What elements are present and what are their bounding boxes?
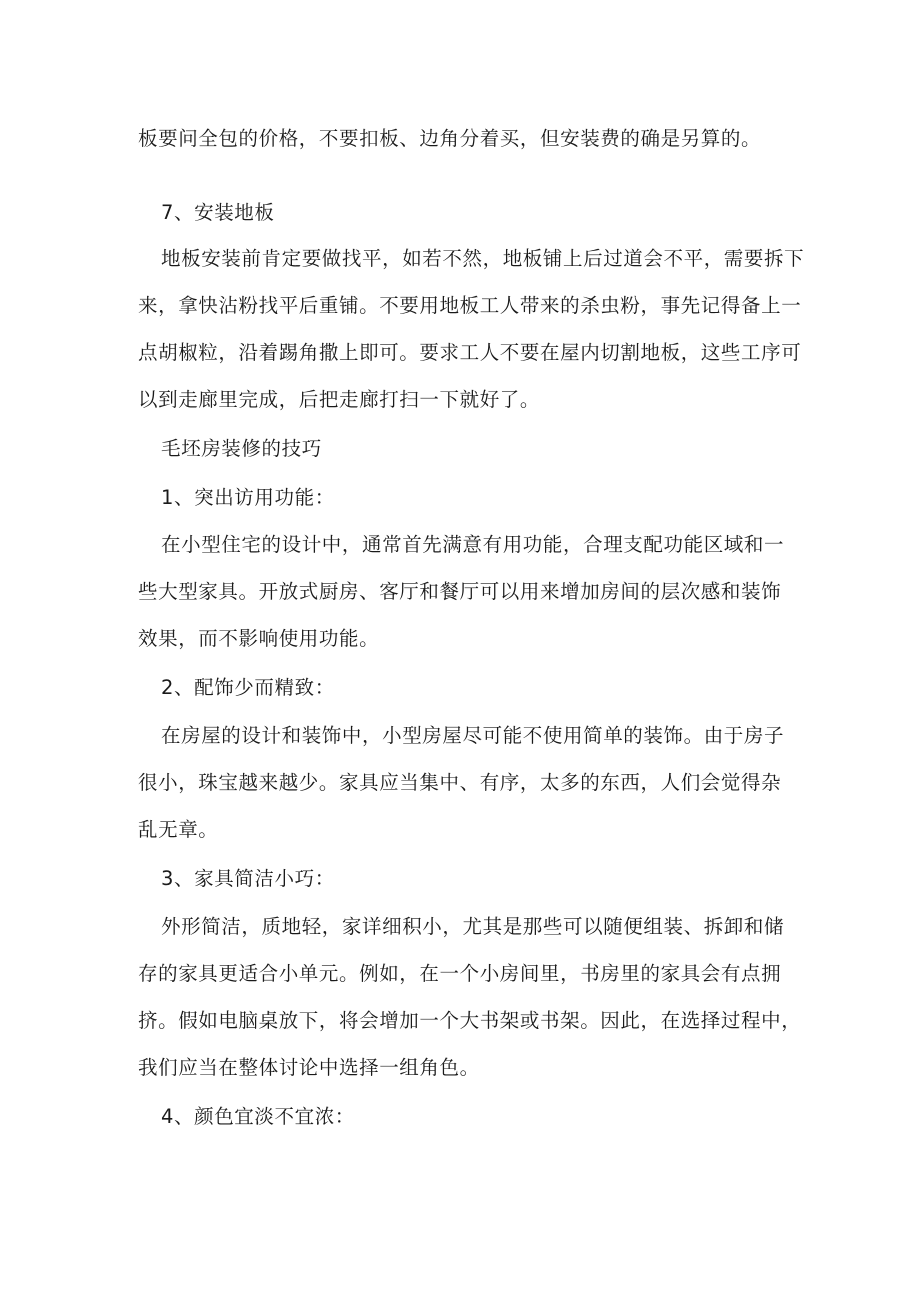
paragraph-line: 挤。假如电脑桌放下，将会增加一个大书架或书架。因此，在选择过程中， (138, 1009, 802, 1032)
paragraph-line: 板要问全包的价格，不要扣板、边角分着买，但安装费的确是另算的。 (138, 127, 762, 150)
paragraph-line: 地板安装前肯定要做找平，如若不然，地板铺上后过道会不平，需要拆下 (161, 247, 805, 270)
paragraph-line: 很小，珠宝越来越少。家具应当集中、有序，太多的东西，人们会觉得杂 (138, 771, 782, 794)
paragraph-line: 效果，而不影响使用功能。 (138, 627, 380, 650)
paragraph-line: 点胡椒粒，沿着踢角撒上即可。要求工人不要在屋内切割地板，这些工序可 (138, 341, 802, 364)
paragraph-line: 在小型住宅的设计中，通常首先满意有用功能，合理支配功能区域和一 (161, 533, 785, 556)
paragraph-line: 些大型家具。开放式厨房、客厅和餐厅可以用来增加房间的层次感和装饰 (138, 580, 782, 603)
paragraph-line: 我们应当在整体讨论中选择一组角色。 (138, 1056, 480, 1079)
section-heading: 3、家具简洁小巧： (161, 867, 335, 890)
section-heading: 毛坯房装修的技巧 (161, 437, 322, 460)
section-heading: 7、安装地板 (161, 201, 275, 224)
section-heading: 4、颜色宜淡不宜浓： (161, 1105, 355, 1128)
paragraph-line: 以到走廊里完成，后把走廊打扫一下就好了。 (138, 388, 541, 411)
paragraph-line: 在房屋的设计和装饰中，小型房屋尽可能不使用简单的装饰。由于房子 (161, 724, 785, 747)
paragraph-line: 乱无章。 (138, 818, 219, 841)
paragraph-line: 来，拿快沾粉找平后重铺。不要用地板工人带来的杀虫粉，事先记得备上一 (138, 294, 802, 317)
paragraph-line: 外形简洁，质地轻，家详细积小，尤其是那些可以随便组装、拆卸和储 (161, 915, 785, 938)
paragraph-line: 存的家具更适合小单元。例如，在一个小房间里，书房里的家具会有点拥 (138, 962, 782, 985)
section-heading: 2、配饰少而精致： (161, 676, 335, 699)
section-heading: 1、突出访用功能： (161, 486, 335, 509)
